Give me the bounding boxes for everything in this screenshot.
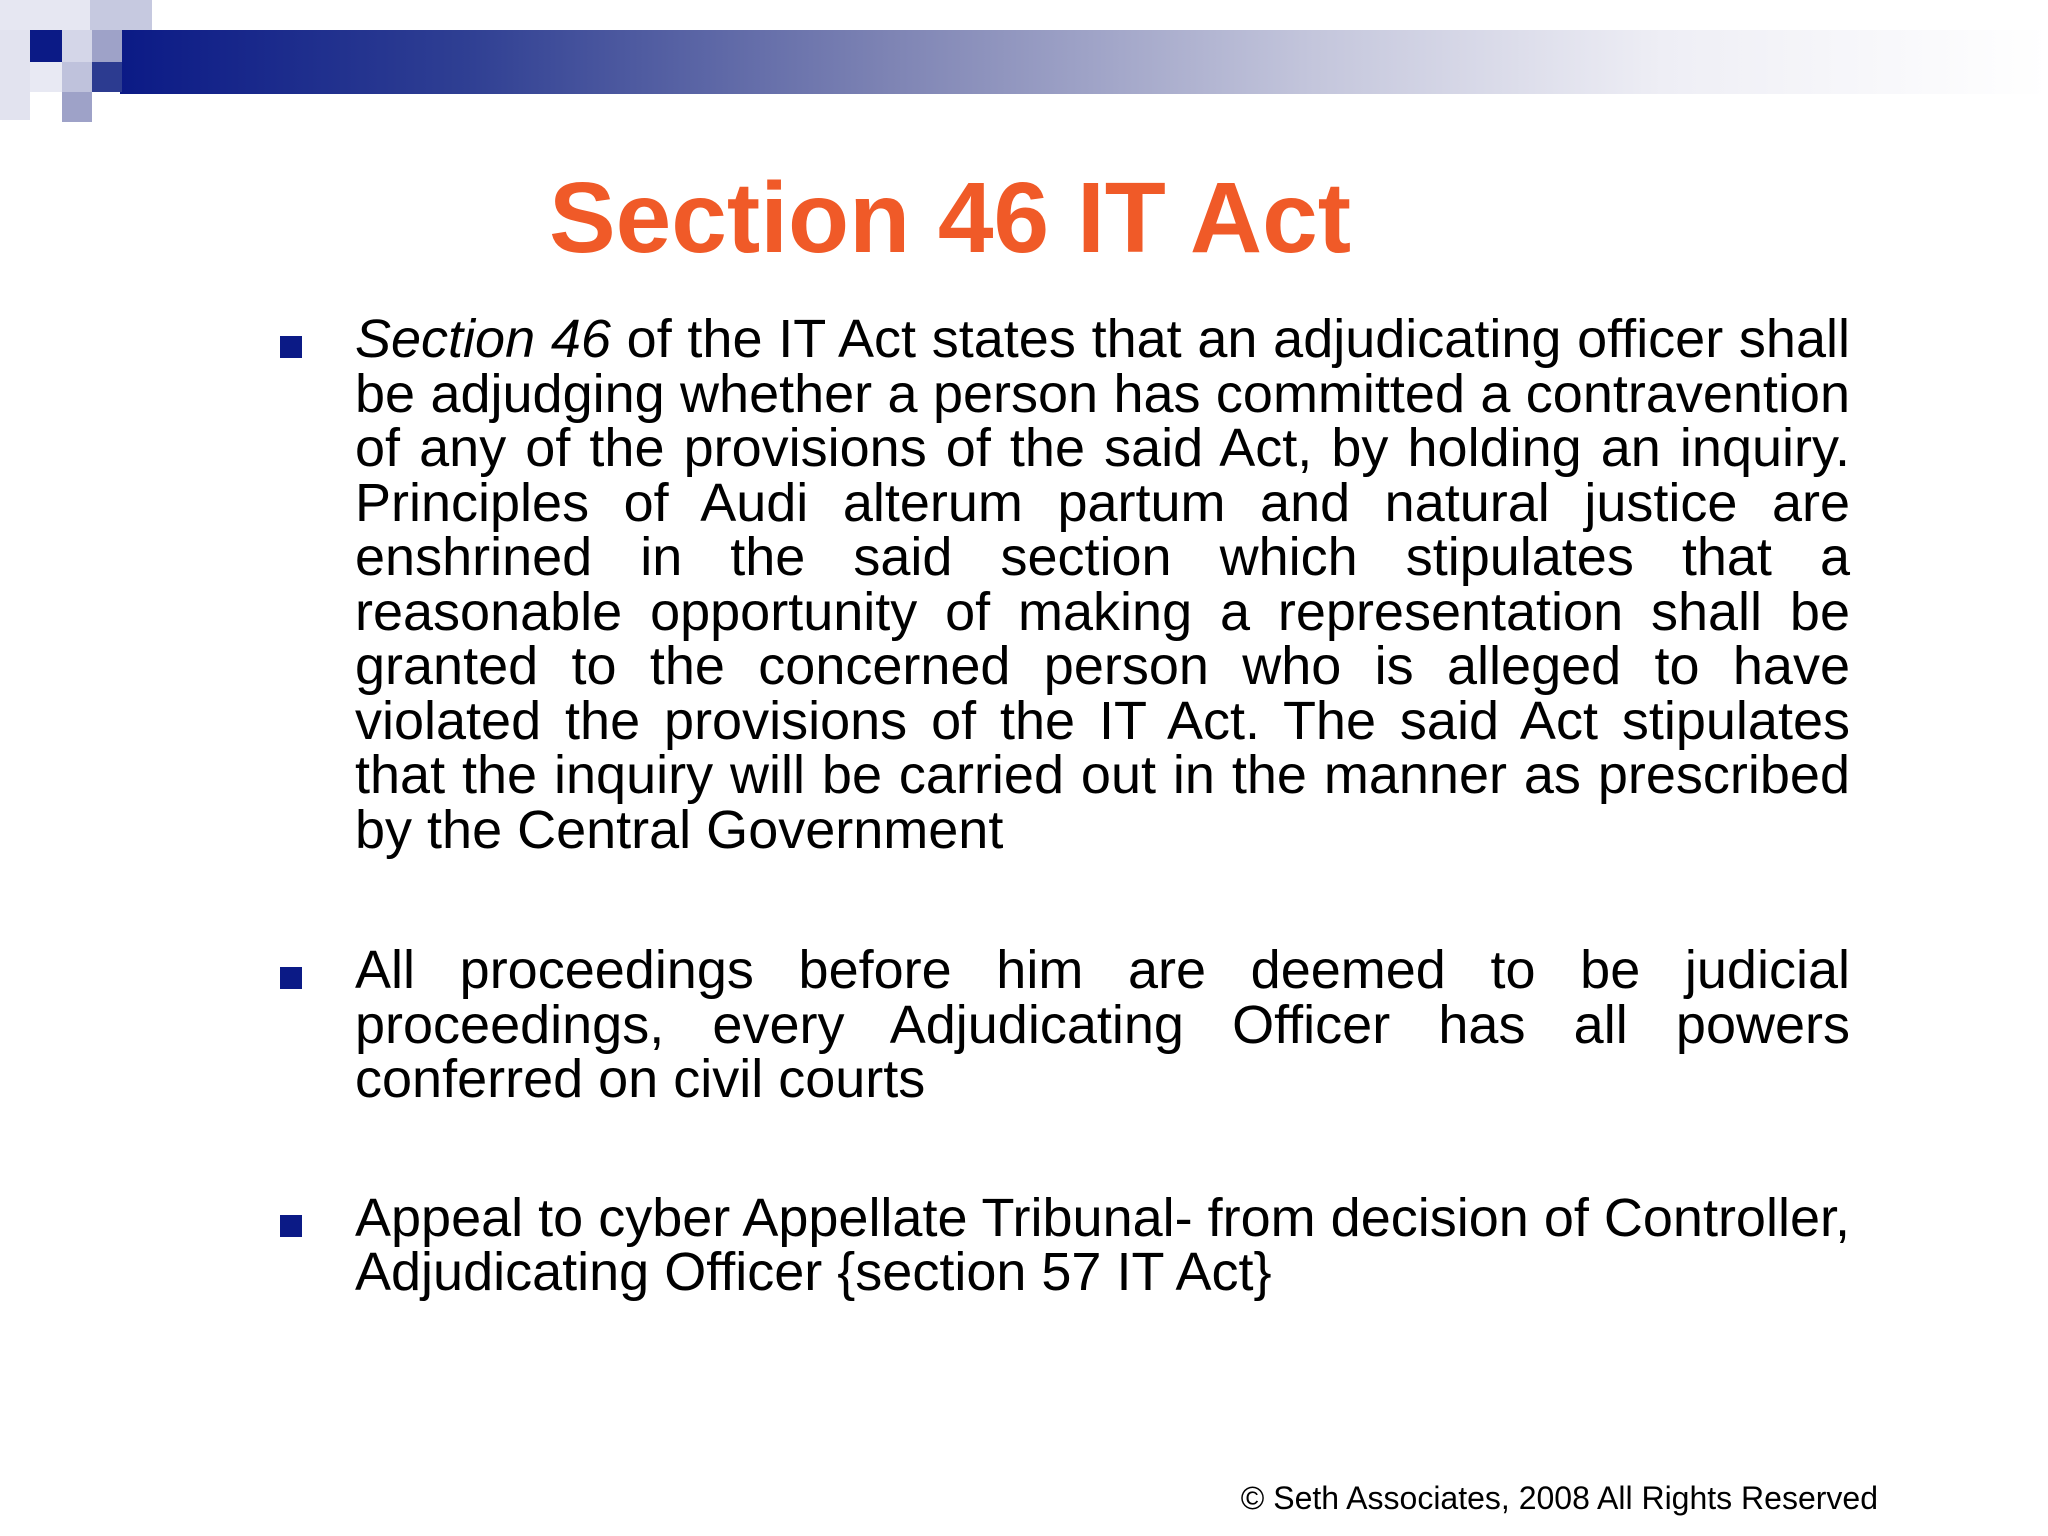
decor-square [30, 62, 62, 92]
bullet-text: All proceedings before him are deemed to be judicial proceedings, every Adjudicating Officer has all powers conferred on civil courts [355, 940, 1850, 1109]
decor-square [62, 30, 92, 62]
decor-square [30, 30, 62, 62]
square-bullet-icon [280, 1215, 302, 1237]
bullet-text [355, 309, 1850, 860]
slide-title: Section 46 IT Act [548, 162, 1352, 274]
bullet-item [280, 940, 1850, 1109]
bullet-text: Appeal to cyber Appellate Tribunal- from decision of Controller, Adjudicating Officer {section 57 IT Act} [355, 1187, 1850, 1302]
decor-square [90, 0, 152, 30]
bullet-list [280, 309, 1850, 1302]
decor-square [62, 62, 92, 92]
bullet-body: of the IT Act states that an adjudicating officer shall be adjudging whether a person has committed a contravention of any of the provisions of the said Act, by holding an inquiry. Principles of Audi alterum partum and natural justice are enshrined in the said section which stipulates that a reasonable opportunity of making a representation shall be granted to the concerned person who is alleged to have violated the provisions of the IT Act. The said Act stipulates that the inquiry will be carried out in the manner as prescribed by the Central Government [355, 309, 1850, 860]
bullet-item [280, 309, 1850, 860]
decor-square [62, 92, 92, 122]
decor-square [92, 30, 122, 62]
copyright-footer: © Seth Associates, 2008 All Rights Reserved [1240, 1480, 1878, 1516]
bullet-item [280, 1187, 1850, 1302]
square-bullet-icon [280, 336, 302, 358]
bullet-lead-italic: Section 46 [355, 309, 611, 369]
square-bullet-icon [280, 967, 302, 989]
decor-square [0, 0, 90, 30]
decor-square [0, 30, 30, 120]
header-gradient-bar [120, 30, 2048, 94]
decor-square [92, 62, 122, 92]
